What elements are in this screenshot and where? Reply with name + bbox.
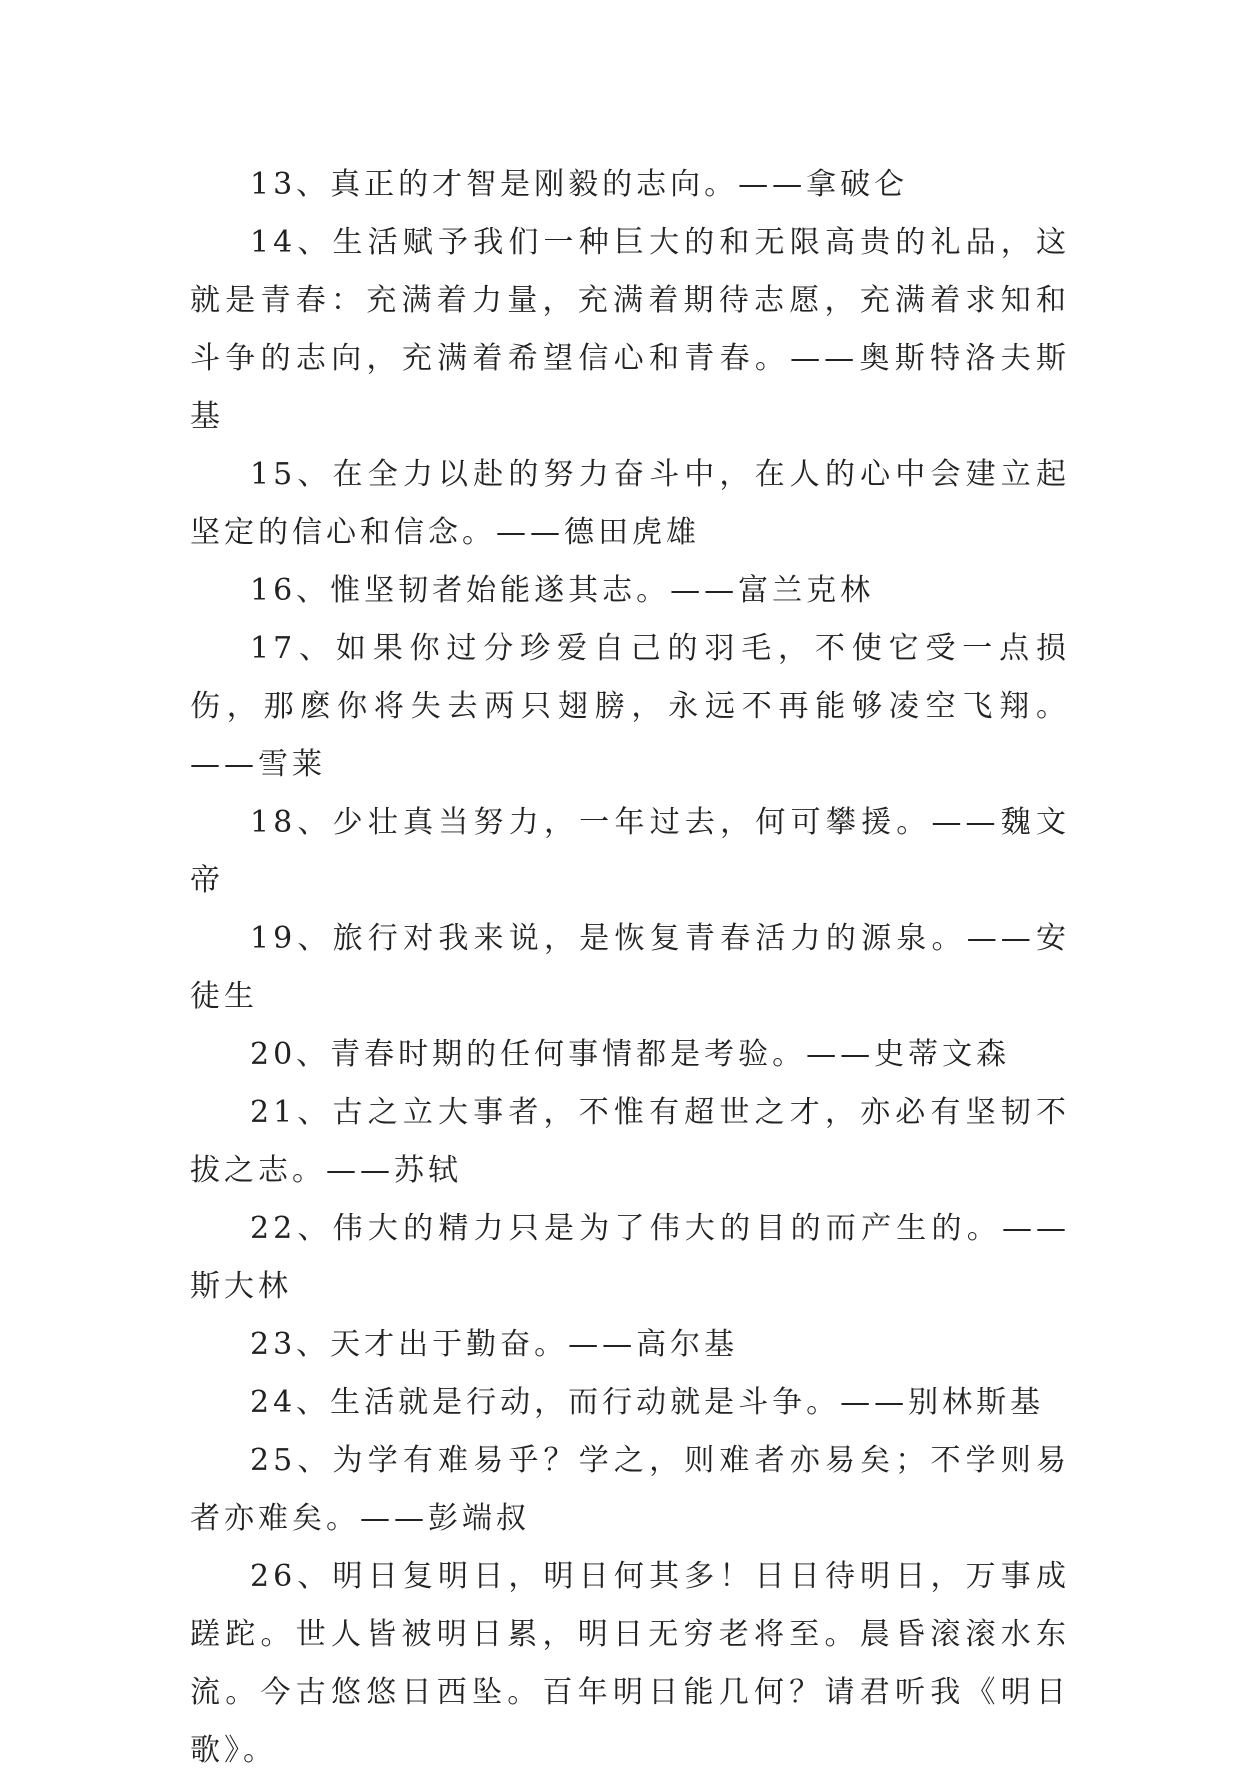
quote-paragraph: 26、明日复明日，明日何其多！日日待明日，万事成蹉跎。世人皆被明日累，明日无穷老将至。晨昏滚滚水东流。今古悠悠日西坠。百年明日能几何？请君听我《明日歌》。 (190, 1559, 1070, 1768)
quote-paragraph: 18、少壮真当努力，一年过去，何可攀援。——魏文帝 (190, 805, 1070, 898)
quote-list (190, 156, 1070, 1780)
quote-paragraph: 20、青春时期的任何事情都是考验。——史蒂文森 (250, 1037, 1011, 1072)
quote-paragraph: 13、真正的才智是刚毅的志向。——拿破仑 (250, 167, 909, 202)
quote-paragraph: 25、为学有难易乎？学之，则难者亦易矣；不学则易者亦难矣。——彭端叔 (190, 1443, 1070, 1536)
quote-paragraph: 21、古之立大事者，不惟有超世之才，亦必有坚韧不拔之志。——苏轼 (190, 1095, 1070, 1188)
quote-paragraph: 17、如果你过分珍爱自己的羽毛，不使它受一点损伤，那麽你将失去两只翅膀，永远不再能够凌空飞翔。——雪莱 (190, 631, 1070, 782)
quote-paragraph: 14、生活赋予我们一种巨大的和无限高贵的礼品，这就是青春：充满着力量，充满着期待志愿，充满着求知和斗争的志向，充满着希望信心和青春。——奥斯特洛夫斯基 (190, 225, 1070, 434)
quote-paragraph: 22、伟大的精力只是为了伟大的目的而产生的。——斯大林 (190, 1211, 1070, 1304)
quote-paragraph: 19、旅行对我来说，是恢复青春活力的源泉。——安徒生 (190, 921, 1070, 1014)
quote-paragraph: 23、天才出于勤奋。——高尔基 (250, 1327, 739, 1362)
quote-paragraph: 16、惟坚韧者始能遂其志。——富兰克林 (250, 573, 875, 608)
quote-paragraph: 15、在全力以赴的努力奋斗中，在人的心中会建立起坚定的信心和信念。——德田虎雄 (190, 457, 1070, 550)
quote-paragraph: 24、生活就是行动，而行动就是斗争。——别林斯基 (250, 1385, 1045, 1420)
